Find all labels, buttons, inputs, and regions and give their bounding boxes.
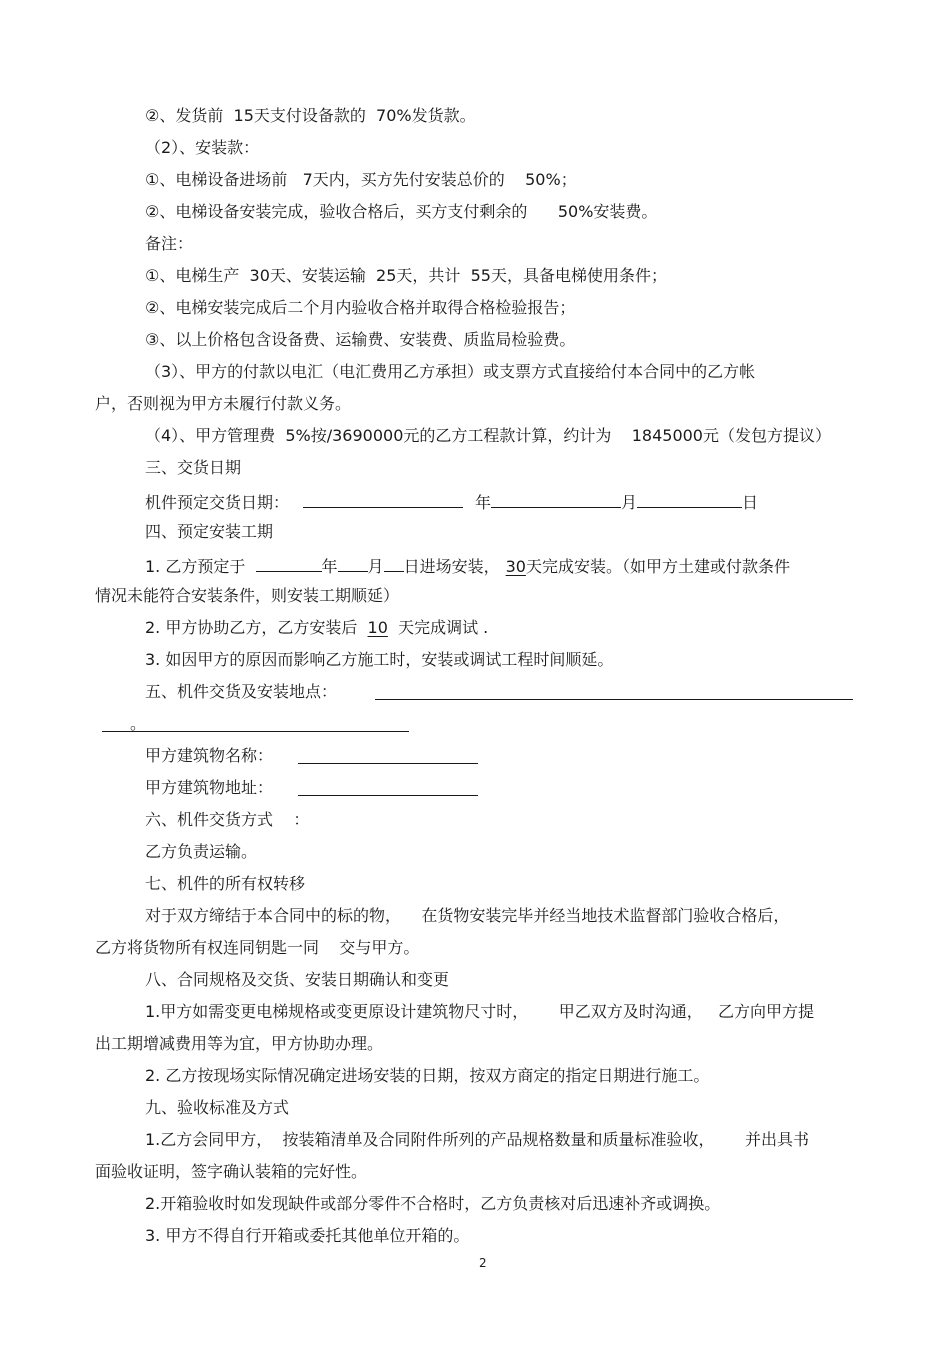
- para-transport: 乙方负责运输。: [145, 842, 258, 861]
- para-payment-method: （3）、甲方的付款以电汇（电汇费用乙方承担）或支票方式直接给付本合同中的乙方帐: [145, 362, 756, 381]
- install-start-line-cont: 情况未能符合安装条件，则安装工期顺延）: [95, 586, 400, 605]
- delivery-date-line: 机件预定交货日期： 年 月 日: [145, 490, 758, 513]
- install-days-value: 30: [505, 557, 526, 576]
- delivery-year-field[interactable]: [303, 490, 463, 508]
- para-spec-change-2: 2. 乙方按现场实际情况确定进场安装的日期，按双方商定的指定日期进行施工。: [145, 1066, 710, 1085]
- heading-acceptance: 九、验收标准及方式: [145, 1098, 290, 1117]
- delivery-day-field[interactable]: [637, 490, 742, 508]
- heading-delivery-date: 三、交货日期: [145, 458, 242, 477]
- para-install-prepay: ①、电梯设备进场前 7天内，买方先付安装总价的 50%；: [145, 170, 577, 189]
- location-end-mark: 。: [130, 714, 147, 733]
- para-acceptance-2: 2.开箱验收时如发现缺件或部分零件不合格时，乙方负责核对后迅速补齐或调换。: [145, 1194, 721, 1213]
- heading-install-period: 四、预定安装工期: [145, 522, 274, 541]
- install-start-line: 1. 乙方预定于 年 月 日进场安装， 30天完成安装。（如甲方土建或付款条件: [145, 554, 790, 577]
- install-day-field[interactable]: [384, 554, 404, 572]
- heading-delivery-method: 六、机件交货方式 ：: [145, 810, 310, 829]
- para-ownership: 对于双方缔结于本合同中的标的物， 在货物安装完毕并经当地技术监督部门验收合格后，: [145, 906, 790, 925]
- para-management-fee: （4）、甲方管理费 5%按/3690000元的乙方工程款计算，约计为 1845000元（发包方提议）: [145, 426, 831, 445]
- remark-2: ②、电梯安装完成后二个月内验收合格并取得合格检验报告；: [145, 298, 576, 317]
- para-ownership-cont: 乙方将货物所有权连同钥匙一同 交与甲方。: [95, 938, 420, 957]
- building-address-field[interactable]: [298, 795, 478, 796]
- para-acceptance-1-cont: 面验收证明，签字确认装箱的完好性。: [95, 1162, 368, 1181]
- location-field-cont[interactable]: [102, 731, 409, 732]
- heading-location: 五、机件交货及安装地点：: [145, 682, 338, 701]
- para-payment-method-cont: 户，否则视为甲方未履行付款义务。: [95, 394, 352, 413]
- para-install-final: ②、电梯设备安装完成，验收合格后，买方支付剩余的 50%安装费。: [145, 202, 658, 221]
- building-name-label: 甲方建筑物名称：: [145, 746, 274, 765]
- para-delivery-payment: ②、发货前 15天支付设备款的 70%发货款。: [145, 106, 476, 125]
- para-delay: 3. 如因甲方的原因而影响乙方施工时，安装或调试工程时间顺延。: [145, 650, 614, 669]
- debug-line: 2. 甲方协助乙方，乙方安装后 10 天完成调试 .: [145, 618, 489, 637]
- heading-ownership: 七、机件的所有权转移: [145, 874, 306, 893]
- page-number: 2: [479, 1256, 487, 1270]
- heading-spec-change: 八、合同规格及交货、安装日期确认和变更: [145, 970, 450, 989]
- install-month-field[interactable]: [338, 554, 368, 572]
- para-spec-change-1: 1.甲方如需变更电梯规格或变更原设计建筑物尺寸时， 甲乙双方及时沟通， 乙方向甲方提: [145, 1002, 815, 1021]
- para-acceptance-1: 1.乙方会同甲方， 按装箱清单及合同附件所列的产品规格数量和质量标准验收， 并出具书: [145, 1130, 809, 1149]
- section-install-payment: （2）、安装款：: [145, 138, 260, 157]
- remarks-heading: 备注：: [145, 234, 194, 253]
- location-field[interactable]: [375, 699, 853, 700]
- para-acceptance-3: 3. 甲方不得自行开箱或委托其他单位开箱的。: [145, 1226, 470, 1245]
- install-year-field[interactable]: [256, 554, 322, 572]
- delivery-month-field[interactable]: [491, 490, 621, 508]
- para-spec-change-1-cont: 出工期增减费用等为宜，甲方协助办理。: [95, 1034, 384, 1053]
- remark-3: ③、以上价格包含设备费、运输费、安装费、质监局检验费。: [145, 330, 576, 349]
- remark-1: ①、电梯生产 30天、安装运输 25天，共计 55天，具备电梯使用条件；: [145, 266, 667, 285]
- building-address-label: 甲方建筑物地址：: [145, 778, 274, 797]
- building-name-field[interactable]: [298, 763, 478, 764]
- debug-days-value: 10: [367, 618, 388, 637]
- delivery-date-label: 机件预定交货日期：: [145, 493, 290, 512]
